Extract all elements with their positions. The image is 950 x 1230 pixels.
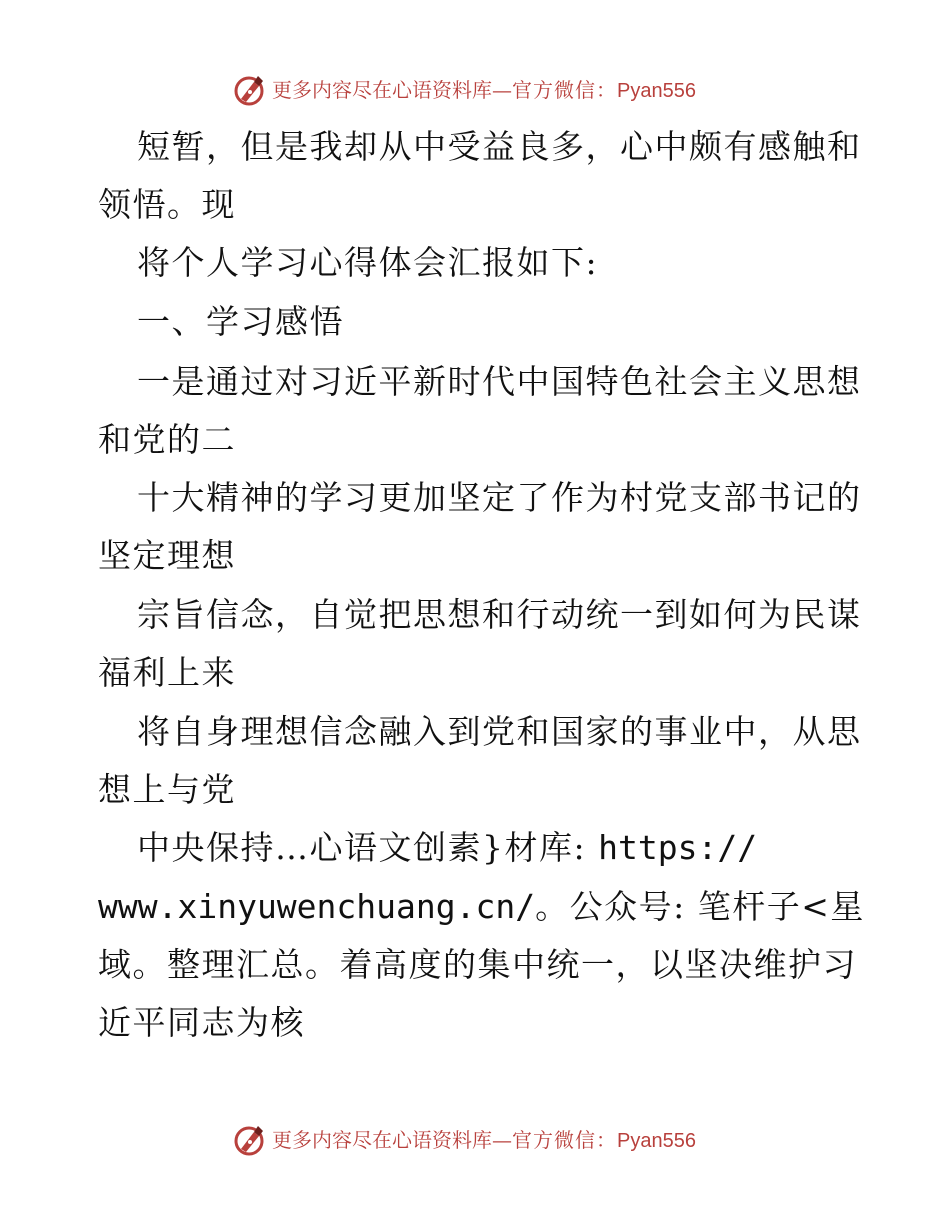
header-banner bbox=[0, 70, 950, 110]
body-line: 将个人学习心得体会汇报如下: bbox=[137, 243, 599, 282]
body-line: 域。整理汇总。着高度的集中统一，以坚决维护习 bbox=[98, 945, 857, 984]
body-line: 福利上来 bbox=[98, 653, 236, 692]
banner-text bbox=[272, 1126, 696, 1154]
body-latin-run: https:// bbox=[598, 828, 758, 867]
banner-text bbox=[272, 76, 696, 104]
body-line: 将自身理想信念融入到党和国家的事业中，从思 bbox=[137, 712, 862, 751]
body-line bbox=[137, 826, 757, 870]
banner-site-text: 更多内容尽在心语资料库 bbox=[272, 1128, 492, 1152]
banner-wechat-id: Pyan556 bbox=[617, 80, 696, 102]
banner-site-text: 更多内容尽在心语资料库 bbox=[272, 78, 492, 102]
body-cjk-run: 笔杆子<星 bbox=[685, 887, 865, 926]
banner-separator: — bbox=[492, 78, 512, 102]
body-line: 十大精神的学习更加坚定了作为村党支部书记的 bbox=[137, 478, 862, 517]
body-latin-run: www.xinyuwenchuang.cn/ bbox=[98, 887, 536, 926]
body-line: 宗旨信念，自觉把思想和行动统一到如何为民谋 bbox=[137, 595, 862, 634]
body-line: 想上与党 bbox=[98, 770, 236, 809]
body-line: 领悟。现 bbox=[98, 185, 236, 224]
body-cjk-run: : bbox=[673, 887, 686, 926]
pen-nib-circle-icon bbox=[232, 1122, 268, 1158]
footer-banner bbox=[0, 1120, 950, 1160]
body-line: 近平同志为核 bbox=[98, 1003, 305, 1042]
body-cjk-run bbox=[586, 828, 598, 867]
banner-wechat-id: Pyan556 bbox=[617, 1130, 696, 1152]
body-line: 坚定理想 bbox=[98, 536, 236, 575]
body-line: 一是通过对习近平新时代中国特色社会主义思想 bbox=[137, 362, 862, 401]
body-cjk-run: : bbox=[573, 828, 587, 867]
pen-nib-circle-icon bbox=[232, 72, 268, 108]
banner-separator: — bbox=[492, 1128, 512, 1152]
body-line bbox=[98, 885, 865, 929]
body-cjk-run: 中央保持…心语文创素}材库 bbox=[137, 828, 574, 867]
body-cjk-run: 。公众号 bbox=[535, 887, 674, 926]
banner-wechat-label: 官方微信： bbox=[512, 1128, 617, 1152]
body-line: 和党的二 bbox=[98, 420, 236, 459]
body-line: 短暂，但是我却从中受益良多，心中颇有感触和 bbox=[137, 127, 862, 166]
banner-wechat-label: 官方微信： bbox=[512, 78, 617, 102]
body-line: 一、学习感悟 bbox=[137, 302, 344, 341]
